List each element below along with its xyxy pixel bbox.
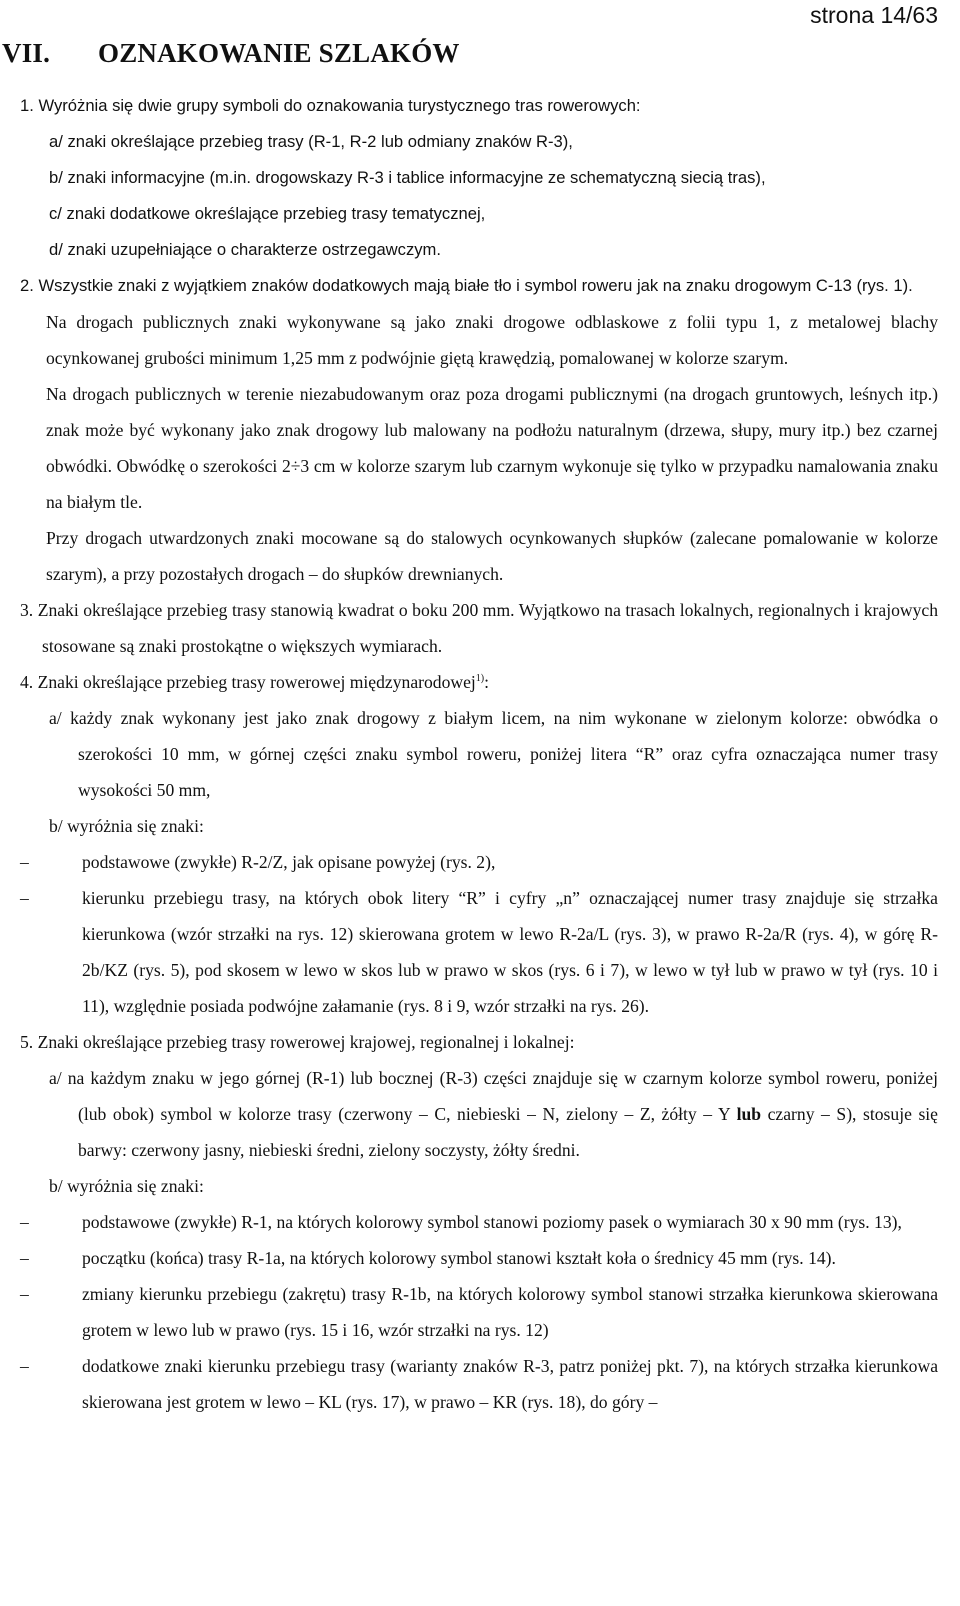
section-5-item-a [20, 1060, 938, 1168]
list-item-c: c/ znaki dodatkowe określające przebieg trasy tematycznej, [49, 204, 486, 223]
bold-word: lub [736, 1104, 762, 1124]
dash-bullet: – [20, 1356, 29, 1376]
section-4-intro [20, 664, 938, 700]
dash-bullet: – [20, 852, 29, 872]
dash-bullet: – [20, 1248, 29, 1268]
section-5-dash-item [20, 1348, 938, 1420]
dash-item-text: kierunku przebiegu trasy, na których obok litery “R” i cyfry „n” oznaczającej numer trasy znajduje się strzałka kierunkowa (wzór strzałki na rys. 12) skierowana grotem w lewo R-2a/L (rys. 3), w prawo R-2a/R (rys. 4), w górę R-2b/KZ (rys. 5), pod skosem w lewo w skos lub w prawo w skos (rys. 6 i 7), w lewo w tył lub w prawo w tył (rys. 10 i 11), względnie posiada podwójne załamanie (rys. 8 i 9, wzór strzałki na rys. 26). [82, 888, 938, 1016]
section-title: OZNAKOWANIE SZLAKÓW [98, 38, 460, 68]
section-4-intro-end: : [484, 672, 490, 692]
list-item-a: a/ znaki określające przebieg trasy (R-1, R-2 lub odmiany znaków R-3), [49, 132, 573, 151]
document-body [20, 88, 938, 1420]
dash-bullet: – [20, 1284, 29, 1304]
section-4-item-a: a/ każdy znak wykonany jest jako znak drogowy z białym licem, na nim wykonane w zielonym kolorze: obwódka o szerokości 10 mm, w górnej części znaku symbol roweru, poniżej litera “R” oraz cyfra oznaczająca numer trasy wysokości 50 mm, [49, 708, 938, 800]
dash-item-text: podstawowe (zwykłe) R-2/Z, jak opisane powyżej (rys. 2), [82, 852, 496, 872]
dash-item-text: początku (końca) trasy R-1a, na których kolorowy symbol stanowi kształt koła o średnicy 45 mm (rys. 14). [82, 1248, 836, 1268]
section-2-intro: 2. Wszystkie znaki z wyjątkiem znaków dodatkowych mają białe tło i symbol roweru jak na znaku drogowym C-13 (rys. 1). [20, 276, 913, 295]
page-number: strona 14/63 [810, 2, 938, 28]
dash-bullet: – [20, 888, 29, 908]
section-5-intro: 5. Znaki określające przebieg trasy rowerowej krajowej, regionalnej i lokalnej: [20, 1032, 575, 1052]
section-4-item-b: b/ wyróżnia się znaki: [49, 816, 204, 836]
section-heading [2, 38, 460, 69]
section-2-paragraph-3: Przy drogach utwardzonych znaki mocowane są do stalowych ocynkowanych słupków (zalecane pomalowanie w kolorze szarym), a przy pozostałych drogach – do słupków drewnianych. [46, 528, 938, 584]
section-5-dash-item [20, 1240, 938, 1276]
list-item-b: b/ znaki informacyjne (m.in. drogowskazy R-3 i tablice informacyjne ze schematyczną siecią tras), [49, 168, 766, 187]
footnote-ref: 1) [475, 673, 485, 685]
section-1 [20, 88, 938, 304]
section-4-intro-text: 4. Znaki określające przebieg trasy rowerowej międzynarodowej [20, 672, 476, 692]
dash-item-text: dodatkowe znaki kierunku przebiegu trasy (warianty znaków R-3, patrz poniżej pkt. 7), na których strzałka kierunkowa skierowana jest grotem w lewo – KL (rys. 17), w prawo – KR (rys. 18), do góry – [82, 1356, 938, 1412]
dash-bullet: – [20, 1212, 29, 1232]
section-2-paragraph-2: Na drogach publicznych w terenie niezabudowanym oraz poza drogami publicznymi (na drogach gruntowych, leśnych itp.) znak może być wykonany jako znak drogowy lub malowany na podłożu naturalnym (drzewa, słupy, mury itp.) bez czarnej obwódki. Obwódkę o szerokości 2÷3 cm w kolorze szarym lub czarnym wykonuje się tylko w przypadku namalowania znaku na białym tle. [46, 384, 938, 512]
section-4-dash-item [20, 844, 938, 880]
section-2-paragraph-1: Na drogach publicznych znaki wykonywane są jako znaki drogowe odblaskowe z folii typu 1, z metalowej blachy ocynkowanej grubości minimum 1,25 mm z podwójnie giętą krawędzią, pomalowanej w kolorze szarym. [46, 312, 938, 368]
list-item-d: d/ znaki uzupełniające o charakterze ostrzegawczym. [49, 240, 441, 259]
section-5-dash-item [20, 1276, 938, 1348]
section-5-item-a-text: a/ na każdym znaku w jego górnej (R-1) lub bocznej (R-3) części znajduje się w czarnym kolorze symbol roweru, poniżej (lub obok) symbol w kolorze trasy (czerwony – C, niebieski – N, zielony – Z, żółty – Y [49, 1068, 938, 1124]
section-3: 3. Znaki określające przebieg trasy stanowią kwadrat o boku 200 mm. Wyjątkowo na trasach lokalnych, regionalnych i krajowych stosowane są znaki prostokątne o większych wymiarach. [20, 600, 938, 656]
dash-item-text: zmiany kierunku przebiegu (zakrętu) trasy R-1b, na których kolorowy symbol stanowi strzałka kierunkowa skierowana grotem w lewo lub w prawo (rys. 15 i 16, wzór strzałki na rys. 12) [82, 1284, 938, 1340]
section-5-item-a-text-end: czarny – S), stosuje się barwy: czerwony jasny, niebieski średni, zielony soczysty, żółty średni. [78, 1104, 938, 1160]
section-4-dash-item [20, 880, 938, 1024]
section-5-item-b: b/ wyróżnia się znaki: [49, 1176, 204, 1196]
dash-item-text: podstawowe (zwykłe) R-1, na których kolorowy symbol stanowi poziomy pasek o wymiarach 30 x 90 mm (rys. 13), [82, 1212, 902, 1232]
section-5-dash-item [20, 1204, 938, 1240]
section-number: VII. [2, 38, 51, 68]
section-1-intro: 1. Wyróżnia się dwie grupy symboli do oznakowania turystycznego tras rowerowych: [20, 96, 641, 115]
